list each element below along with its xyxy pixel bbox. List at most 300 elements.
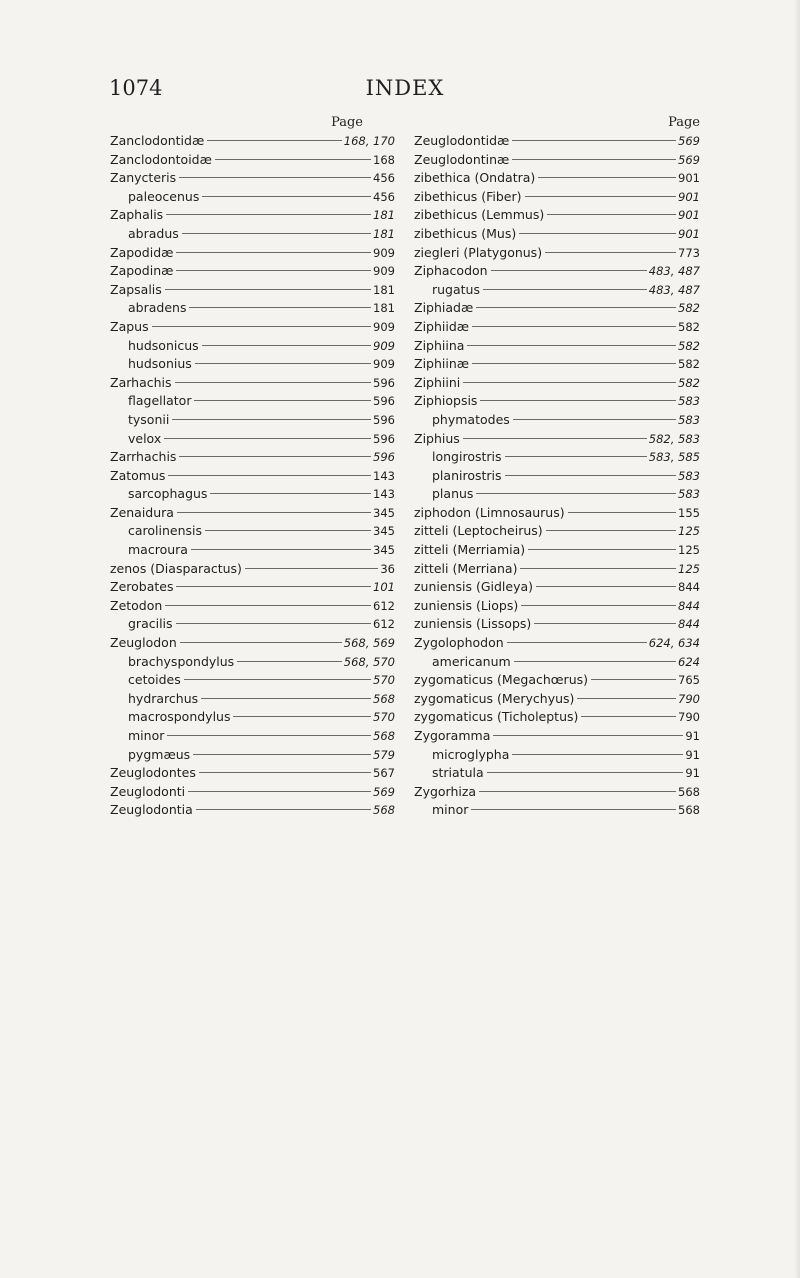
entry-page-numbers: 569 [678,152,700,167]
entry-page-numbers: 582, 583 [648,431,700,446]
dot-leader [547,214,676,215]
dot-leader [179,177,371,178]
dot-leader [207,140,342,141]
entry-page-numbers: 125 [678,524,700,539]
index-entry [110,374,395,393]
index-entry-list [110,132,395,820]
entry-page-numbers: 596 [373,394,395,409]
entry-term: Zapsalis [110,281,162,297]
index-entry [110,634,395,653]
index-entry [110,318,395,337]
dot-leader [195,363,371,364]
entry-page-numbers: 583, 585 [648,450,700,465]
dot-leader [471,809,676,810]
entry-page-numbers: 909 [373,264,395,279]
dot-leader [168,475,371,476]
dot-leader [463,382,676,383]
dot-leader [479,791,676,792]
index-entry [414,225,700,244]
dot-leader [512,754,683,755]
index-entry [110,430,395,449]
entry-page-numbers: 596 [373,412,395,427]
index-entry [414,634,700,653]
dot-leader [152,326,371,327]
index-entry [414,727,700,746]
entry-term: velox [128,430,162,446]
entry-page-numbers: 583 [678,468,700,483]
entry-page-numbers: 790 [678,691,700,706]
dot-leader [568,512,676,513]
entry-term: Zapodinæ [110,263,174,279]
index-entry [414,206,700,225]
dot-leader [165,289,371,290]
dot-leader [233,716,371,717]
dot-leader [507,642,647,643]
entry-term: zibethicus (Fiber) [414,188,522,204]
index-entry [110,690,395,709]
entry-page-numbers: 909 [373,357,395,372]
entry-term: Zygorhiza [414,783,477,799]
index-entry [414,560,700,579]
index-entry [414,355,700,374]
entry-page-numbers: 569 [373,784,395,799]
index-column-right [414,114,700,820]
entry-page-numbers: 125 [678,543,700,558]
entry-term: zuniensis (Lissops) [414,616,532,632]
index-entry [414,671,700,690]
entry-term: rugatus [432,281,480,297]
dot-leader [480,400,676,401]
entry-page-numbers: 582 [678,301,700,316]
entry-page-numbers: 570 [373,673,395,688]
dot-leader [536,586,676,587]
index-entry [414,653,700,672]
entry-term: Zarrhachis [110,449,177,465]
index-entry [110,225,395,244]
entry-page-numbers: 181 [373,301,395,316]
entry-term: planus [432,486,474,502]
dot-leader [180,642,342,643]
index-entry [414,448,700,467]
entry-term: hydrarchus [128,690,199,706]
index-entry [110,727,395,746]
entry-page-numbers: 901 [678,226,700,241]
entry-page-numbers: 583 [678,487,700,502]
entry-term: flagellator [128,393,192,409]
dot-leader [513,419,676,420]
entry-page-numbers: 345 [373,524,395,539]
dot-leader [201,698,371,699]
entry-page-numbers: 765 [678,673,700,688]
entry-term: Zetodon [110,597,163,613]
entry-page-numbers: 91 [685,747,700,762]
entry-page-numbers: 101 [373,580,395,595]
entry-term: hudsonicus [128,337,199,353]
entry-term: Zenaidura [110,504,174,520]
entry-term: ziphodon (Limnosaurus) [414,504,565,520]
index-entry [414,188,700,207]
index-entry [110,169,395,188]
dot-leader [210,493,371,494]
dot-leader [202,345,371,346]
index-entry [110,653,395,672]
dot-leader [476,493,676,494]
page-column-heading: Page [668,115,700,130]
entry-page-numbers: 901 [678,171,700,186]
entry-page-numbers: 612 [373,598,395,613]
entry-term: Zeuglodonti [110,783,186,799]
entry-page-numbers: 583 [678,412,700,427]
dot-leader [538,177,676,178]
index-entry [414,374,700,393]
dot-leader [202,196,371,197]
entry-page-numbers: 155 [678,505,700,520]
dot-leader [472,363,676,364]
entry-page-numbers: 568 [678,784,700,799]
dot-leader [176,252,371,253]
dot-leader [581,716,676,717]
entry-page-numbers: 596 [373,450,395,465]
page-header [109,76,701,106]
index-entry [414,504,700,523]
index-entry [110,504,395,523]
entry-page-numbers: 582 [678,319,700,334]
dot-leader [175,382,372,383]
entry-term: Zeuglodontidæ [414,133,510,148]
index-entry [110,597,395,616]
index-entry [414,597,700,616]
entry-page-numbers: 568 [678,803,700,818]
entry-term: Zanclodontoidæ [110,151,212,167]
index-entry [414,783,700,802]
entry-term: macrospondylus [128,709,231,725]
index-entry [414,262,700,281]
dot-leader [512,159,676,160]
entry-term: striatula [432,765,484,781]
dot-leader [245,568,378,569]
dot-leader [463,438,647,439]
entry-term: zygomaticus (Ticholeptus) [414,709,579,725]
dot-leader [176,586,371,587]
entry-page-numbers: 345 [373,543,395,558]
index-entry [110,448,395,467]
entry-term: zenos (Diasparactus) [110,560,242,576]
entry-page-numbers: 570 [373,710,395,725]
dot-leader [237,661,342,662]
entry-term: gracilis [128,616,173,632]
dot-leader [196,809,371,810]
entry-term: Zapus [110,318,149,334]
entry-page-numbers: 582 [678,338,700,353]
dot-leader [591,679,676,680]
index-entry [110,467,395,486]
entry-term: ziegleri (Platygonus) [414,244,543,260]
entry-term: Ziphacodon [414,263,488,279]
entry-page-numbers: 624 [678,654,700,669]
entry-term: americanum [432,653,511,669]
entry-term: Zeuglodontia [110,802,193,818]
entry-term: Ziphiadæ [414,300,474,316]
entry-term: Zanclodontidæ [110,133,205,148]
entry-page-numbers: 844 [678,617,700,632]
dot-leader [194,400,371,401]
entry-term: Zeuglodon [110,635,177,651]
entry-term: carolinensis [128,523,203,539]
entry-page-numbers: 909 [373,338,395,353]
entry-term: Zygolophodon [414,635,504,651]
entry-term: phymatodes [432,411,510,427]
index-entry [110,355,395,374]
entry-term: zibethicus (Lemmus) [414,207,545,223]
entry-term: Zygoramma [414,728,491,743]
dot-leader [521,605,676,606]
page-column-heading: Page [331,115,363,130]
index-entry [110,206,395,225]
entry-term: Zeuglodontes [110,765,196,781]
index-column-left [110,114,395,820]
dot-leader [472,326,676,327]
index-entry [110,188,395,207]
entry-term: tysonii [128,411,170,427]
dot-leader [188,791,371,792]
dot-leader [164,438,371,439]
dot-leader [167,735,371,736]
entry-term: paleocenus [128,188,200,204]
entry-term: abradens [128,300,187,316]
entry-page-numbers: 624, 634 [648,636,700,651]
entry-page-numbers: 568 [373,803,395,818]
dot-leader [493,735,683,736]
dot-leader [205,530,371,531]
page-title: INDEX [365,76,445,100]
entry-term: zitteli (Merriana) [414,560,518,576]
entry-page-numbers: 773 [678,245,700,260]
dot-leader [193,754,371,755]
index-entry [414,615,700,634]
index-entry [414,467,700,486]
index-entry [110,801,395,820]
index-entry [110,281,395,300]
dot-leader [534,623,676,624]
entry-page-numbers: 345 [373,505,395,520]
index-entry [414,318,700,337]
entry-term: microglypha [432,746,510,762]
entry-page-numbers: 567 [373,766,395,781]
index-entry [414,411,700,430]
dot-leader [519,233,676,234]
dot-leader [546,530,676,531]
entry-page-numbers: 901 [678,189,700,204]
dot-leader [184,679,371,680]
entry-page-numbers: 181 [373,208,395,223]
index-entry [110,244,395,263]
entry-term: pygmæus [128,746,191,762]
dot-leader [476,307,676,308]
entry-term: zuniensis (Liops) [414,597,519,613]
index-entry [414,281,700,300]
entry-page-numbers: 91 [685,766,700,781]
entry-page-numbers: 909 [373,319,395,334]
entry-term: Zeuglodontinæ [414,151,510,167]
entry-term: Zerobates [110,579,174,595]
index-entry [414,746,700,765]
entry-page-numbers: 582 [678,357,700,372]
index-entry [414,392,700,411]
dot-leader [166,214,371,215]
index-entry [414,169,700,188]
entry-page-numbers: 568 [373,729,395,743]
index-entry [414,151,700,170]
index-entry [110,337,395,356]
entry-page-numbers: 844 [678,580,700,595]
entry-page-numbers: 901 [678,208,700,223]
index-entry [414,132,700,151]
index-entry [110,485,395,504]
index-entry [414,299,700,318]
entry-page-numbers: 181 [373,282,395,297]
index-entry [414,522,700,541]
entry-page-numbers: 36 [380,561,395,576]
index-entry [414,690,700,709]
entry-page-numbers: 456 [373,189,395,204]
entry-term: macroura [128,542,188,558]
index-entry [110,615,395,634]
dot-leader [491,270,647,271]
entry-term: hudsonius [128,356,192,372]
entry-term: zibethica (Ondatra) [414,170,536,186]
index-entry [110,671,395,690]
index-entry [414,764,700,783]
entry-page-numbers: 568, 569 [343,636,395,651]
dot-leader [215,159,371,160]
entry-term: Zarhachis [110,374,172,390]
index-entry [110,262,395,281]
page-edge-shadow [794,0,800,1278]
entry-page-numbers: 125 [678,561,700,576]
entry-page-numbers: 579 [373,747,395,762]
entry-page-numbers: 181 [373,226,395,241]
entry-term: cetoides [128,672,181,688]
dot-leader [487,772,684,773]
dot-leader [467,345,676,346]
index-entry [414,430,700,449]
entry-term: Ziphiidæ [414,318,470,334]
index-entry-list [414,132,700,820]
dot-leader [199,772,371,773]
entry-page-numbers: 569 [678,134,700,148]
dot-leader [505,475,677,476]
dot-leader [514,661,676,662]
entry-term: Zapodidæ [110,244,174,260]
dot-leader [520,568,676,569]
dot-leader [512,140,676,141]
entry-page-numbers: 168 [373,152,395,167]
dot-leader [177,512,371,513]
dot-leader [525,196,677,197]
dot-leader [182,233,371,234]
index-entry [110,746,395,765]
index-entry [110,411,395,430]
entry-page-numbers: 596 [373,375,395,390]
dot-leader [179,456,371,457]
index-entry [110,541,395,560]
entry-term: Zanycteris [110,170,177,186]
index-entry [414,337,700,356]
entry-page-numbers: 568, 570 [343,654,395,669]
entry-term: Zatomus [110,467,166,483]
entry-page-numbers: 91 [685,729,700,743]
dot-leader [176,623,372,624]
entry-page-numbers: 909 [373,245,395,260]
entry-term: planirostris [432,467,502,483]
entry-term: longirostris [432,449,502,465]
entry-term: abradus [128,225,179,241]
entry-term: Ziphiini [414,374,461,390]
index-entry [414,801,700,820]
entry-page-numbers: 168, 170 [343,134,395,148]
entry-page-numbers: 790 [678,710,700,725]
entry-term: minor [128,728,165,743]
index-entry [110,560,395,579]
dot-leader [189,307,371,308]
entry-page-numbers: 582 [678,375,700,390]
entry-page-numbers: 483, 487 [648,264,700,279]
entry-term: minor [432,802,469,818]
index-entry [110,578,395,597]
entry-term: zibethicus (Mus) [414,225,517,241]
dot-leader [505,456,647,457]
entry-term: zitteli (Leptocheirus) [414,523,543,539]
entry-page-numbers: 568 [373,691,395,706]
index-entry [110,299,395,318]
index-entry [110,764,395,783]
entry-page-numbers: 483, 487 [648,282,700,297]
entry-term: brachyspondylus [128,653,235,669]
index-entry [110,132,395,151]
entry-term: zuniensis (Gidleya) [414,579,534,595]
entry-term: Ziphiinæ [414,356,470,372]
index-entry [110,783,395,802]
dot-leader [483,289,647,290]
entry-term: zitteli (Merriamia) [414,542,526,558]
index-entry [414,578,700,597]
index-entry [110,708,395,727]
dot-leader [191,549,371,550]
dot-leader [545,252,676,253]
index-entry [110,522,395,541]
index-entry [414,485,700,504]
index-entry [110,151,395,170]
index-entry [414,244,700,263]
entry-page-numbers: 143 [373,487,395,502]
index-entry [414,541,700,560]
entry-page-numbers: 456 [373,171,395,186]
entry-page-numbers: 143 [373,468,395,483]
dot-leader [577,698,676,699]
dot-leader [165,605,371,606]
entry-page-numbers: 583 [678,394,700,409]
entry-page-numbers: 596 [373,431,395,446]
entry-term: Ziphius [414,430,460,446]
page-number: 1074 [109,76,163,100]
entry-page-numbers: 844 [678,598,700,613]
dot-leader [176,270,371,271]
entry-term: zygomaticus (Merychyus) [414,690,575,706]
dot-leader [172,419,371,420]
dot-leader [528,549,676,550]
index-entry [414,708,700,727]
entry-term: Zaphalis [110,207,164,223]
